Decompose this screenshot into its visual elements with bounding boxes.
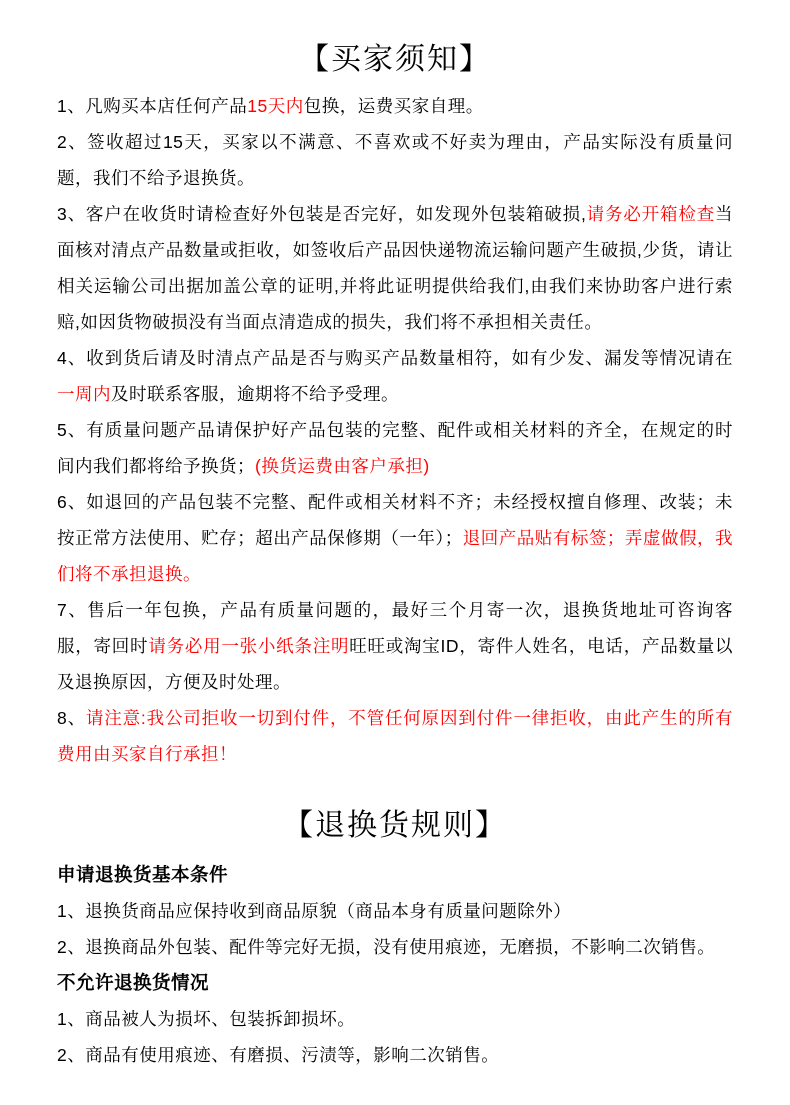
rule-item: 1、退换货商品应保持收到商品原貌（商品本身有质量问题除外）: [57, 901, 572, 921]
text-segment: 当面核对清点产品数量或拒收，如签收后产品因快递物流运输问题产生破损,少货，请让相关运输公司出据加盖公章的证明,并将此证明提供给我们,由我们来协助客户进行索赔,如因货物破损没有当面点清造成的损失，我们将不承担相关责任。: [57, 204, 734, 332]
return-rules-section-conditions: [57, 857, 733, 965]
text-segment: 包换，运费买家自理。: [303, 96, 484, 116]
rule-item: 1、商品被人为损坏、包装拆卸损坏。: [57, 1009, 356, 1029]
text-segment: 2、签收超过15天，买家以不满意、不喜欢或不好卖为理由，产品实际没有质量问题，我们不给予退换货。: [57, 132, 733, 188]
notice-item-1: [57, 88, 733, 124]
highlight-text: 请务必用一张小纸条注明: [148, 636, 350, 656]
text-segment: 5、有质量问题产品请保护好产品包装的完整、配件或相关材料的齐全，在规定的时间内我们都将给予换货；: [57, 420, 733, 476]
text-segment: 1、凡购买本店任何产品: [57, 96, 248, 116]
notice-item-2: [57, 124, 733, 196]
highlight-text: 请注意:我公司拒收一切到付件，不管任何原因到付件一律拒收，由此产生的所有费用由买家自行承担！: [57, 708, 734, 764]
rule-heading-conditions: 申请退换货基本条件: [57, 864, 229, 885]
text-segment: 旺旺或淘宝ID，寄件人姓名，电话，产品数量以及退换原因，方便及时处理。: [57, 636, 734, 692]
notice-item-4: [57, 340, 733, 412]
notice-item-5: [57, 412, 733, 484]
highlight-text: (换货运费由客户承担): [255, 456, 430, 476]
text-segment: 及时联系客服，逾期将不给予受理。: [111, 384, 399, 404]
text-segment: 3、客户在收货时请检查好外包装是否完好，如发现外包装箱破损,: [57, 204, 587, 224]
buyer-notice-title: 【买家须知】: [299, 43, 491, 76]
rule-heading-not-allowed: 不允许退换货情况: [57, 972, 210, 993]
text-segment: 8、: [57, 708, 86, 728]
notice-item-7: [57, 592, 733, 700]
notice-item-8: [57, 700, 733, 772]
rule-item: 2、商品有使用痕迹、有磨损、污渍等，影响二次销售。: [57, 1045, 500, 1065]
return-rules-section-not-allowed: [57, 965, 733, 1073]
text-segment: 6、如退回的产品包装不完整、配件或相关材料不齐；未经授权擅自修理、改装；未按正常方法使用、贮存；超出产品保修期（一年）；: [57, 492, 733, 548]
highlight-text: 退回产品贴有标签；弄虚做假，我们将不承担退换。: [57, 528, 734, 584]
text-segment: 4、收到货后请及时清点产品是否与购买产品数量相符，如有少发、漏发等情况请在: [57, 348, 733, 368]
return-rules-title: 【退换货规则】: [283, 809, 507, 842]
notice-item-6: [57, 484, 733, 592]
notice-item-3: [57, 196, 733, 340]
text-segment: 7、售后一年包换，产品有质量问题的，最好三个月寄一次，退换货地址可咨询客服，寄回时: [57, 600, 733, 656]
rule-item: 2、退换商品外包装、配件等完好无损，没有使用痕迹，无磨损，不影响二次销售。: [57, 937, 716, 957]
buyer-notice-list: [57, 88, 733, 772]
highlight-text: 15天内: [247, 96, 304, 116]
highlight-text: 请务必开箱检查: [586, 204, 716, 224]
highlight-text: 一周内: [57, 384, 111, 404]
